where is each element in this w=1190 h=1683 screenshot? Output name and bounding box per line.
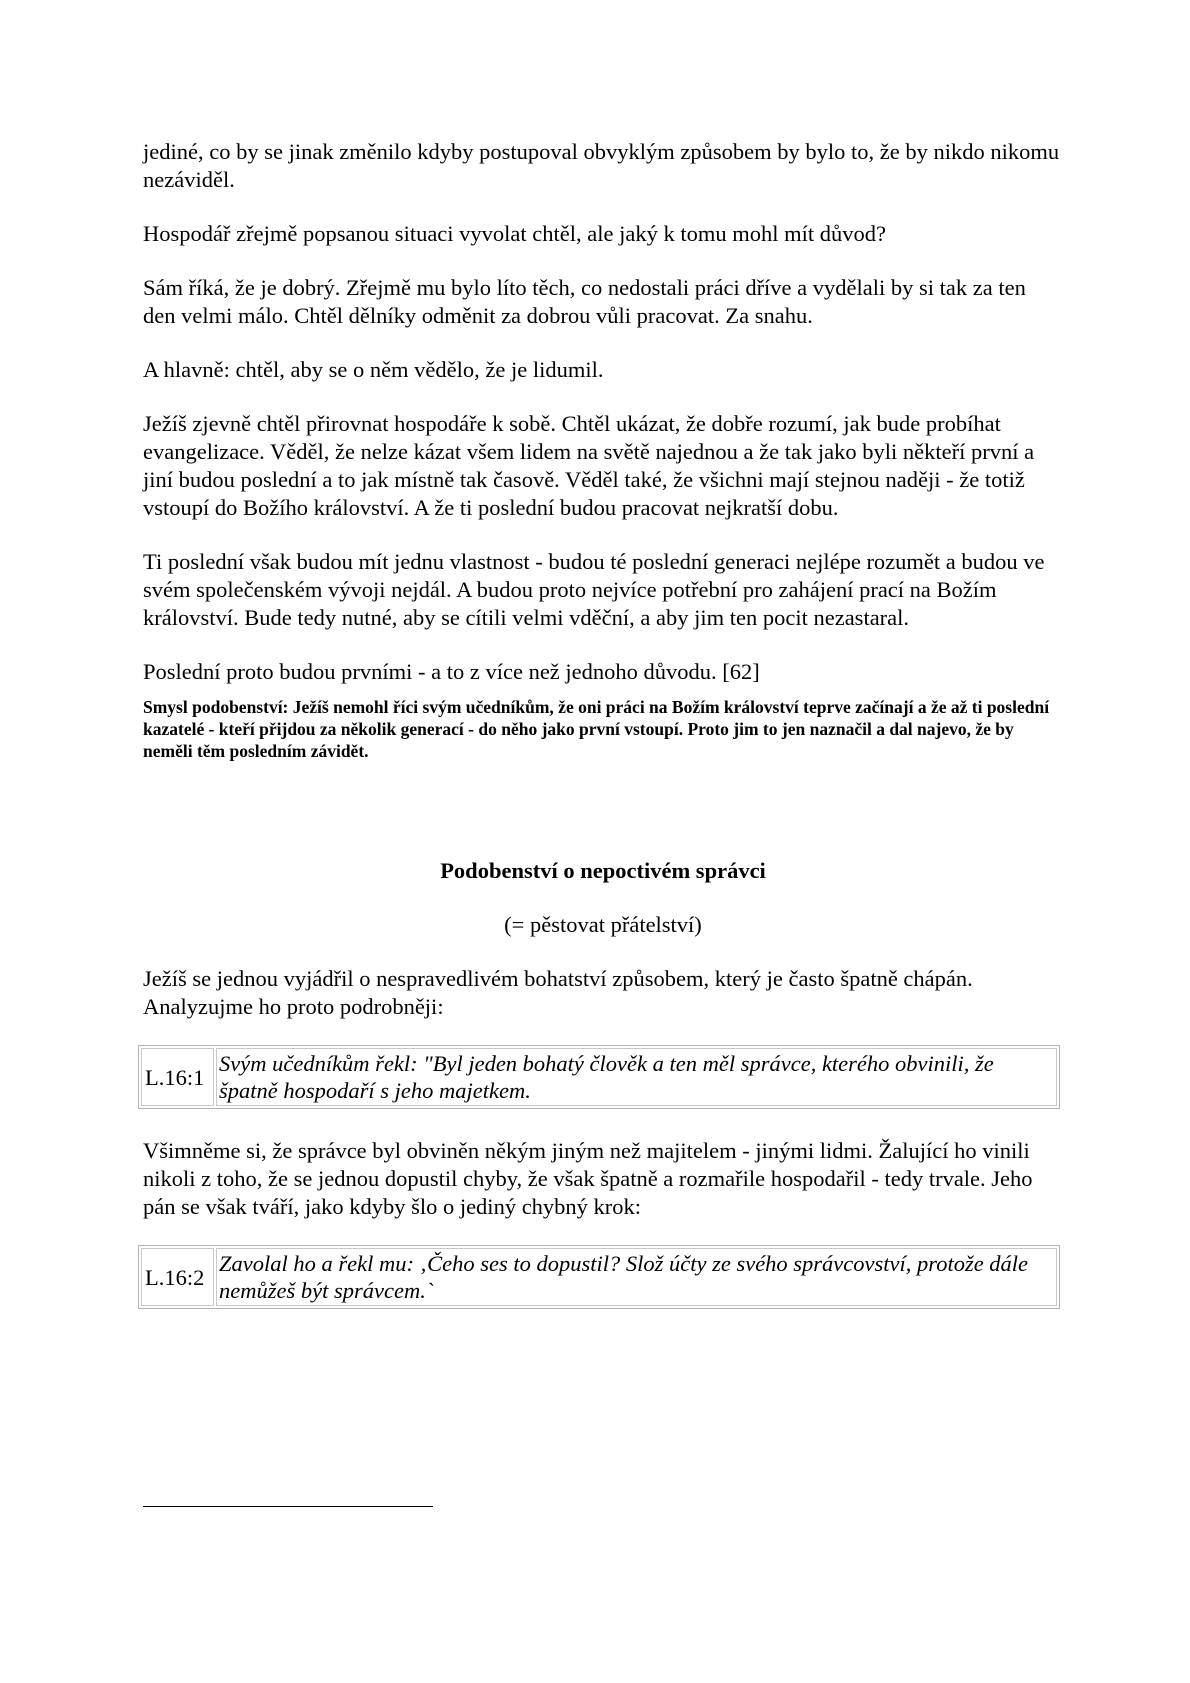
verse-reference: L.16:2: [141, 1248, 214, 1306]
paragraph-intro: Ježíš se jednou vyjádřil o nespravedlivém bohatství způsobem, který je často špatně chápán. Analyzujme ho proto podrobněji:: [143, 966, 973, 1019]
verse-text: Svým učedníkům řekl: "Byl jeden bohatý člověk a ten měl správce, kterého obvinili, že špatně hospodaří s jeho majetkem.: [216, 1048, 1057, 1106]
paragraph-last-first: Poslední proto budou prvními - a to z více než jednoho důvodu. [62]: [143, 659, 760, 684]
document-page: [143, 138, 1063, 1337]
paragraph-question: Hospodář zřejmě popsanou situaci vyvolat chtěl, ale jaký k tomu mohl mít důvod?: [143, 221, 886, 246]
section-subtitle: (= pěstovat přátelství): [504, 912, 702, 937]
paragraph-continuation: jediné, co by se jinak změnilo kdyby postupoval obvyklým způsobem by bylo to, že by nikdo nikomu nezáviděl.: [143, 139, 1060, 192]
verse-text: Zavolal ho a řekl mu: ‚Čeho ses to dopustil? Slož účty ze svého správcovství, protože dále nemůžeš být správcem.`: [216, 1248, 1057, 1306]
paragraph-last-generation: Ti poslední však budou mít jednu vlastnost - budou té poslední generaci nejlépe rozumět a budou ve svém společenském vývoji nejdál. A budou proto nejvíce potřební pro zahájení prací na Božím království. Bude tedy nutné, aby se cítili velmi vděční, a aby jim ten pocit nezastaral.: [143, 549, 1045, 630]
verse-reference: L.16:1: [141, 1048, 214, 1106]
parable-meaning-note: Smysl podobenství: Ježíš nemohl říci svým učedníkům, že oni práci na Božím království teprve začínají a že až ti poslední kazatelé - kteří přijdou za několik generací - do něho jako první vstoupí. Proto jim to jen naznačil a dal najevo, že by neměli těm posledním závidět.: [143, 697, 1050, 761]
table-row: [141, 1248, 1057, 1306]
paragraph-accused: Všimněme si, že správce byl obviněn někým jiným než majitelem - jinými lidmi. Žalující ho vinili nikoli z toho, že se jednou dopustil chyby, že však špatně a rozmařile hospodařil - tedy trvale. Jeho pán se však tváří, jako kdyby šlo o jediný chybný krok:: [143, 1138, 1033, 1219]
paragraph-evangelization: Ježíš zjevně chtěl přirovnat hospodáře k sobě. Chtěl ukázat, že dobře rozumí, jak bude probíhat evangelizace. Věděl, že nelze kázat všem lidem na světě najednou a že tak jako byli někteří první a jiní budou poslední a to jak místně tak časově. Věděl také, že všichni mají stejnou naději - že totiž vstoupí do Božího království. A že ti poslední budou pracovat nejkratší dobu.: [143, 411, 1035, 520]
paragraph-good-host: Sám říká, že je dobrý. Zřejmě mu bylo líto těch, co nedostali práci dříve a vydělali by si tak za ten den velmi málo. Chtěl dělníky odměnit za dobrou vůli pracovat. Za snahu.: [143, 275, 1026, 328]
verse-table-2: [138, 1245, 1060, 1309]
paragraph-philanthropist: A hlavně: chtěl, aby se o něm vědělo, že je lidumil.: [143, 357, 604, 382]
table-row: [141, 1048, 1057, 1106]
verse-table-1: [138, 1045, 1060, 1109]
section-title: Podobenství o nepoctivém správci: [440, 858, 766, 883]
footnote-separator: [143, 1506, 433, 1507]
